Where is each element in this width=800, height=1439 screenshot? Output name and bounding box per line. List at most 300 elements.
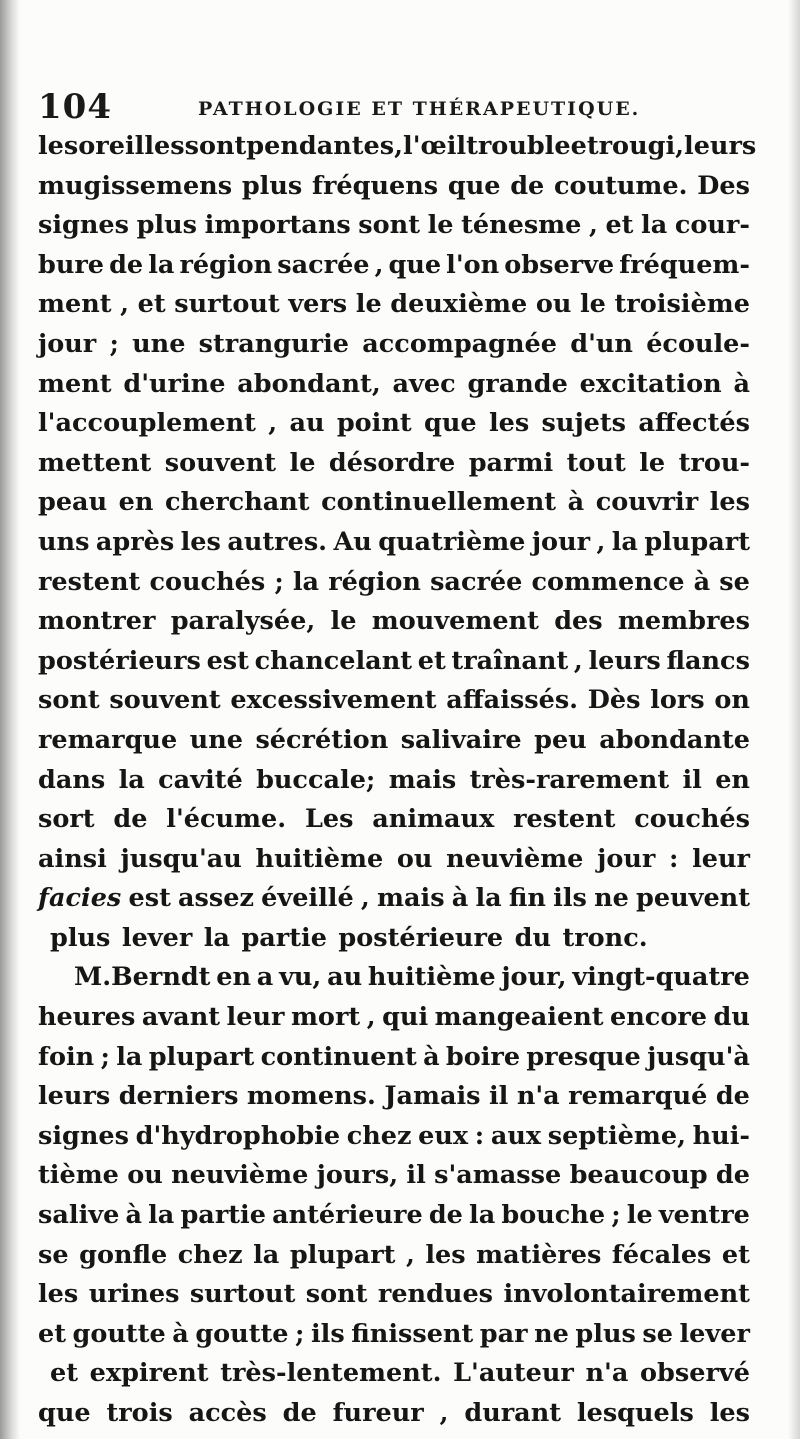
word: lever xyxy=(121,922,193,953)
word: leur xyxy=(226,1002,285,1033)
word: de xyxy=(715,1081,750,1112)
word: leurs xyxy=(38,1081,111,1112)
word: sujets xyxy=(541,408,627,439)
text-line xyxy=(38,1236,750,1276)
word: restent xyxy=(513,804,616,835)
word: les xyxy=(709,1398,750,1428)
text-line xyxy=(38,721,750,761)
word: importans xyxy=(204,210,351,241)
word: que xyxy=(38,1398,91,1428)
text-line xyxy=(38,1354,750,1394)
word: , xyxy=(374,249,384,280)
word: la xyxy=(253,1239,280,1270)
word: éveillé xyxy=(261,883,354,914)
text-line xyxy=(38,483,750,523)
word: les xyxy=(488,408,530,439)
word: de xyxy=(715,1160,750,1191)
word: jusqu'à xyxy=(647,1041,750,1072)
word: lesquels xyxy=(576,1398,694,1428)
running-title: PATHOLOGIE ET THÉRAPEUTIQUE. xyxy=(198,98,641,120)
word: : xyxy=(669,843,679,874)
word: n'a xyxy=(585,1358,629,1389)
word: et xyxy=(137,289,166,320)
word: paralysée, xyxy=(170,606,316,637)
word: ils xyxy=(310,1318,345,1349)
word: ainsi xyxy=(38,843,107,874)
word: fin xyxy=(508,883,546,914)
word: ou xyxy=(127,1160,163,1191)
word: sont xyxy=(358,210,420,241)
word: , xyxy=(366,1002,376,1033)
word: postérieure xyxy=(338,922,504,953)
word: Au xyxy=(333,526,372,557)
word: boire xyxy=(445,1041,521,1072)
word: ténesme xyxy=(461,210,582,241)
word: commence xyxy=(531,566,685,597)
word: buccale; xyxy=(256,764,376,795)
word: ils xyxy=(553,883,587,914)
word: sacrée xyxy=(430,566,523,597)
word: mort xyxy=(290,1002,361,1033)
word: ou xyxy=(535,289,572,320)
word: fureur xyxy=(332,1398,424,1428)
word: couchés xyxy=(634,804,750,835)
word: affectés xyxy=(638,408,750,439)
word: en xyxy=(216,962,251,993)
word: continuent xyxy=(260,1041,417,1072)
word: l'accouplement xyxy=(38,408,256,439)
text-line xyxy=(38,1394,750,1434)
word: chez xyxy=(346,1120,412,1151)
word: ; xyxy=(100,1041,110,1072)
word: , xyxy=(360,883,370,914)
word: se xyxy=(38,1239,69,1270)
word: leurs xyxy=(588,645,661,676)
word: l'on xyxy=(446,249,500,280)
word: observe xyxy=(504,249,615,280)
word: mais xyxy=(377,883,445,914)
word: finissent xyxy=(351,1318,474,1349)
word: chancelant xyxy=(254,645,413,676)
word: le xyxy=(580,289,606,320)
word: ment xyxy=(38,368,112,399)
word: est xyxy=(128,883,171,914)
word: coutume. xyxy=(554,170,688,201)
word: excitation xyxy=(579,368,722,399)
word: , xyxy=(120,289,130,320)
word: plus xyxy=(50,922,111,953)
word: au xyxy=(327,962,363,993)
word: le xyxy=(355,289,382,320)
word: durant xyxy=(464,1398,562,1428)
word: presque xyxy=(526,1041,641,1072)
word: facies xyxy=(38,883,122,914)
word: couvrir xyxy=(595,487,699,518)
word: plus xyxy=(136,210,197,241)
word: le xyxy=(427,210,454,241)
word: antérieure xyxy=(272,1200,423,1231)
word: à xyxy=(451,883,469,914)
word: L'auteur xyxy=(453,1358,574,1389)
word: , xyxy=(596,526,606,557)
word: plupart xyxy=(148,1041,255,1072)
word: leurs xyxy=(684,131,757,161)
word: signes xyxy=(38,1120,129,1151)
word: du xyxy=(514,922,551,953)
word: goutte xyxy=(72,1318,166,1349)
word: est xyxy=(206,645,249,676)
word: membres xyxy=(617,606,750,637)
word: aux xyxy=(490,1120,542,1151)
word: à xyxy=(125,1200,142,1231)
word: l'écume. xyxy=(166,804,287,835)
word: sort xyxy=(38,804,95,835)
text-line xyxy=(38,642,750,682)
word: vers xyxy=(288,289,348,320)
word: bure xyxy=(38,249,105,280)
word: affaissés. xyxy=(446,685,579,716)
word: matières xyxy=(476,1239,602,1270)
word: de xyxy=(109,249,144,280)
word: et xyxy=(605,210,634,241)
text-line xyxy=(38,681,750,721)
word: urines xyxy=(88,1279,180,1310)
word: remarque xyxy=(38,724,178,755)
word: que xyxy=(447,170,501,201)
word: la xyxy=(292,566,320,597)
word: encore xyxy=(610,1002,708,1033)
word: mangeaient xyxy=(434,1002,604,1033)
word: la xyxy=(148,1200,175,1231)
word: du xyxy=(713,1002,750,1033)
word: , xyxy=(573,645,583,676)
word: et xyxy=(50,1358,79,1389)
word: en xyxy=(715,764,750,795)
text-line xyxy=(38,1315,750,1355)
word: tout xyxy=(566,447,626,478)
word: s'amasse xyxy=(434,1160,562,1191)
word: pendantes, xyxy=(246,131,404,161)
word: deuxième xyxy=(390,289,528,320)
word: et xyxy=(38,1318,67,1349)
word: goutte xyxy=(195,1318,289,1349)
word: accompagnée xyxy=(362,328,557,359)
word: région xyxy=(179,249,273,280)
word: animaux xyxy=(372,804,495,835)
word: salive xyxy=(38,1200,120,1231)
word: partie xyxy=(241,922,327,953)
word: avant xyxy=(141,1002,221,1033)
word: fréquem- xyxy=(619,249,750,280)
page-gutter-shadow xyxy=(0,0,20,1439)
word: que xyxy=(424,408,477,439)
word: très-rarement xyxy=(469,764,670,795)
word: les xyxy=(180,526,221,557)
word: qui xyxy=(382,1002,429,1033)
word: traînant xyxy=(451,645,569,676)
word: assez xyxy=(178,883,254,914)
text-line xyxy=(38,365,750,405)
word: région xyxy=(328,566,421,597)
word: hui- xyxy=(692,1120,750,1151)
word: par xyxy=(479,1318,528,1349)
word: à xyxy=(172,1318,189,1349)
word: de xyxy=(510,170,545,201)
word: peau xyxy=(38,487,108,518)
word: la xyxy=(203,922,230,953)
word: gonfle xyxy=(79,1239,168,1270)
word: postérieurs xyxy=(38,645,201,676)
word: jour xyxy=(597,843,656,874)
word: , xyxy=(405,1239,415,1270)
word: remarqué xyxy=(568,1081,708,1112)
word: tième xyxy=(38,1160,119,1191)
word: chez xyxy=(177,1239,243,1270)
word: trou- xyxy=(678,447,750,478)
page-number: 104 xyxy=(38,87,112,127)
word: huitième xyxy=(367,962,496,993)
word: point xyxy=(336,408,412,439)
word: à xyxy=(693,566,711,597)
word: strangurie xyxy=(198,328,350,359)
text-line xyxy=(38,998,750,1038)
word: et xyxy=(721,1239,750,1270)
word: ne xyxy=(594,883,629,914)
word: les xyxy=(425,1239,466,1270)
word: les xyxy=(38,1279,79,1310)
word: la xyxy=(148,249,175,280)
word: d'un xyxy=(570,328,633,359)
word: mais xyxy=(388,764,457,795)
word: il xyxy=(682,764,702,795)
word: la xyxy=(611,526,638,557)
word: plus xyxy=(241,170,303,201)
word: de xyxy=(113,804,148,835)
word: à xyxy=(567,487,585,518)
word: la xyxy=(116,1041,143,1072)
text-line xyxy=(38,1275,750,1315)
word: abondante xyxy=(599,724,750,755)
word: a xyxy=(256,962,274,993)
word: souvent xyxy=(164,447,277,478)
text-line xyxy=(38,602,750,642)
word: la xyxy=(641,210,668,241)
word: plupart xyxy=(644,526,750,557)
word: , xyxy=(439,1398,449,1428)
word: des xyxy=(554,606,603,637)
word: à xyxy=(733,368,750,399)
word: Des xyxy=(697,170,750,201)
word: eux xyxy=(418,1120,469,1151)
word: ment xyxy=(38,289,112,320)
word: mouvement xyxy=(371,606,539,637)
text-line xyxy=(38,285,750,325)
word: restent xyxy=(38,566,141,597)
word: cherchant xyxy=(164,487,310,518)
word: derniers xyxy=(118,1081,239,1112)
word: surtout xyxy=(174,289,280,320)
text-line xyxy=(38,840,750,880)
word: l'œil xyxy=(403,131,467,161)
word: huitième xyxy=(255,843,384,874)
word: , xyxy=(268,408,278,439)
word: n'a xyxy=(516,1081,560,1112)
word: M.Berndt xyxy=(74,962,211,993)
word: neuvième xyxy=(171,1160,309,1191)
word: ; xyxy=(295,1318,305,1349)
word: en xyxy=(118,487,154,518)
word: sécrétion xyxy=(255,724,389,755)
word: le xyxy=(330,606,357,637)
word: les xyxy=(38,131,79,161)
word: la xyxy=(469,1200,496,1231)
text-line xyxy=(38,404,750,444)
word: et xyxy=(417,645,446,676)
word: vingt-quatre xyxy=(572,962,750,993)
word: après xyxy=(95,526,175,557)
word: écoule- xyxy=(646,328,750,359)
page-edge-shading xyxy=(788,0,800,1439)
word: quatrième xyxy=(378,526,526,557)
word: de xyxy=(428,1200,463,1231)
word: plupart xyxy=(289,1239,396,1270)
text-line xyxy=(38,1156,750,1196)
word: observé xyxy=(640,1358,750,1389)
word: jour, xyxy=(501,962,567,993)
word: peuvent xyxy=(636,883,750,914)
text-line xyxy=(38,127,757,167)
word: expirent xyxy=(89,1358,209,1389)
word: au xyxy=(289,408,325,439)
word: très-lentement. xyxy=(220,1358,442,1389)
word: ventre xyxy=(658,1200,750,1231)
word: autres. xyxy=(227,526,328,557)
word: il xyxy=(406,1160,426,1191)
word: ; xyxy=(109,328,119,359)
text-line xyxy=(38,563,750,603)
text-line xyxy=(38,1077,750,1117)
word: momens. xyxy=(246,1081,376,1112)
word: plus xyxy=(575,1318,636,1349)
body-text xyxy=(38,127,757,1434)
text-line xyxy=(38,800,750,840)
word: fréquens xyxy=(312,170,439,201)
word: que xyxy=(388,249,442,280)
word: désordre xyxy=(328,447,456,478)
text-line xyxy=(38,167,750,207)
word: jusqu'au xyxy=(120,843,242,874)
word: bouche xyxy=(501,1200,606,1231)
text-line xyxy=(38,1117,750,1157)
word: septième, xyxy=(547,1120,686,1151)
text-line xyxy=(38,206,750,246)
word: , xyxy=(588,210,598,241)
word: de xyxy=(282,1398,317,1428)
word: d'hydrophobie xyxy=(135,1120,341,1151)
word: beaucoup xyxy=(569,1160,708,1191)
word: peu xyxy=(534,724,587,755)
word: vu, xyxy=(279,962,322,993)
word: signes xyxy=(38,210,129,241)
word: tronc. xyxy=(562,922,648,953)
word: cour- xyxy=(674,210,750,241)
text-line xyxy=(38,523,750,563)
word: se xyxy=(642,1318,673,1349)
word: le xyxy=(626,1200,653,1231)
word: la xyxy=(118,764,145,795)
word: sacrée xyxy=(277,249,370,280)
word: sont xyxy=(184,131,247,161)
word: se xyxy=(719,566,750,597)
word: fécales xyxy=(611,1239,712,1270)
text-line xyxy=(38,761,750,801)
word: la xyxy=(475,883,502,914)
word: flancs xyxy=(666,645,750,676)
word: d'urine xyxy=(123,368,226,399)
text-line xyxy=(38,879,750,919)
word: dans xyxy=(38,764,106,795)
word: surtout xyxy=(189,1279,296,1310)
word: mettent xyxy=(38,447,152,478)
word: troisième xyxy=(614,289,750,320)
word: sont xyxy=(38,685,100,716)
word: grande xyxy=(467,368,568,399)
word: neuvième xyxy=(446,843,584,874)
word: mugissemens xyxy=(38,170,233,201)
word: le xyxy=(639,447,666,478)
word: rendues xyxy=(377,1279,494,1310)
word: leur xyxy=(692,843,750,874)
word: ne xyxy=(534,1318,569,1349)
word: involontairement xyxy=(503,1279,750,1310)
word: lors xyxy=(650,685,705,716)
text-line xyxy=(38,1196,750,1236)
word: Les xyxy=(304,804,354,835)
word: partie xyxy=(180,1200,266,1231)
word: excessivement xyxy=(230,685,437,716)
word: ou xyxy=(396,843,433,874)
word: jour xyxy=(531,526,591,557)
word: à xyxy=(423,1041,440,1072)
word: foin xyxy=(38,1041,95,1072)
word: cavité xyxy=(158,764,243,795)
word: sont xyxy=(305,1279,368,1310)
text-line xyxy=(38,1038,750,1078)
text-line xyxy=(38,444,750,484)
word: Jamais xyxy=(384,1081,481,1112)
word: jours, xyxy=(316,1160,399,1191)
word: heures xyxy=(38,1002,136,1033)
word: le xyxy=(289,447,316,478)
text-line xyxy=(38,958,750,998)
word: avec xyxy=(392,368,456,399)
word: lever xyxy=(679,1318,750,1349)
word: rougi, xyxy=(598,131,685,161)
word: continuellement xyxy=(321,487,557,518)
word: une xyxy=(132,328,186,359)
word: oreilles xyxy=(78,131,185,161)
word: jour xyxy=(38,328,97,359)
word: il xyxy=(488,1081,509,1112)
text-line xyxy=(38,919,750,959)
word: ; xyxy=(274,566,284,597)
text-line xyxy=(38,325,750,365)
word: trois xyxy=(106,1398,173,1428)
page-header xyxy=(38,84,758,130)
text-line xyxy=(38,246,750,286)
word: abondant, xyxy=(237,368,381,399)
word: Dès xyxy=(587,685,641,716)
